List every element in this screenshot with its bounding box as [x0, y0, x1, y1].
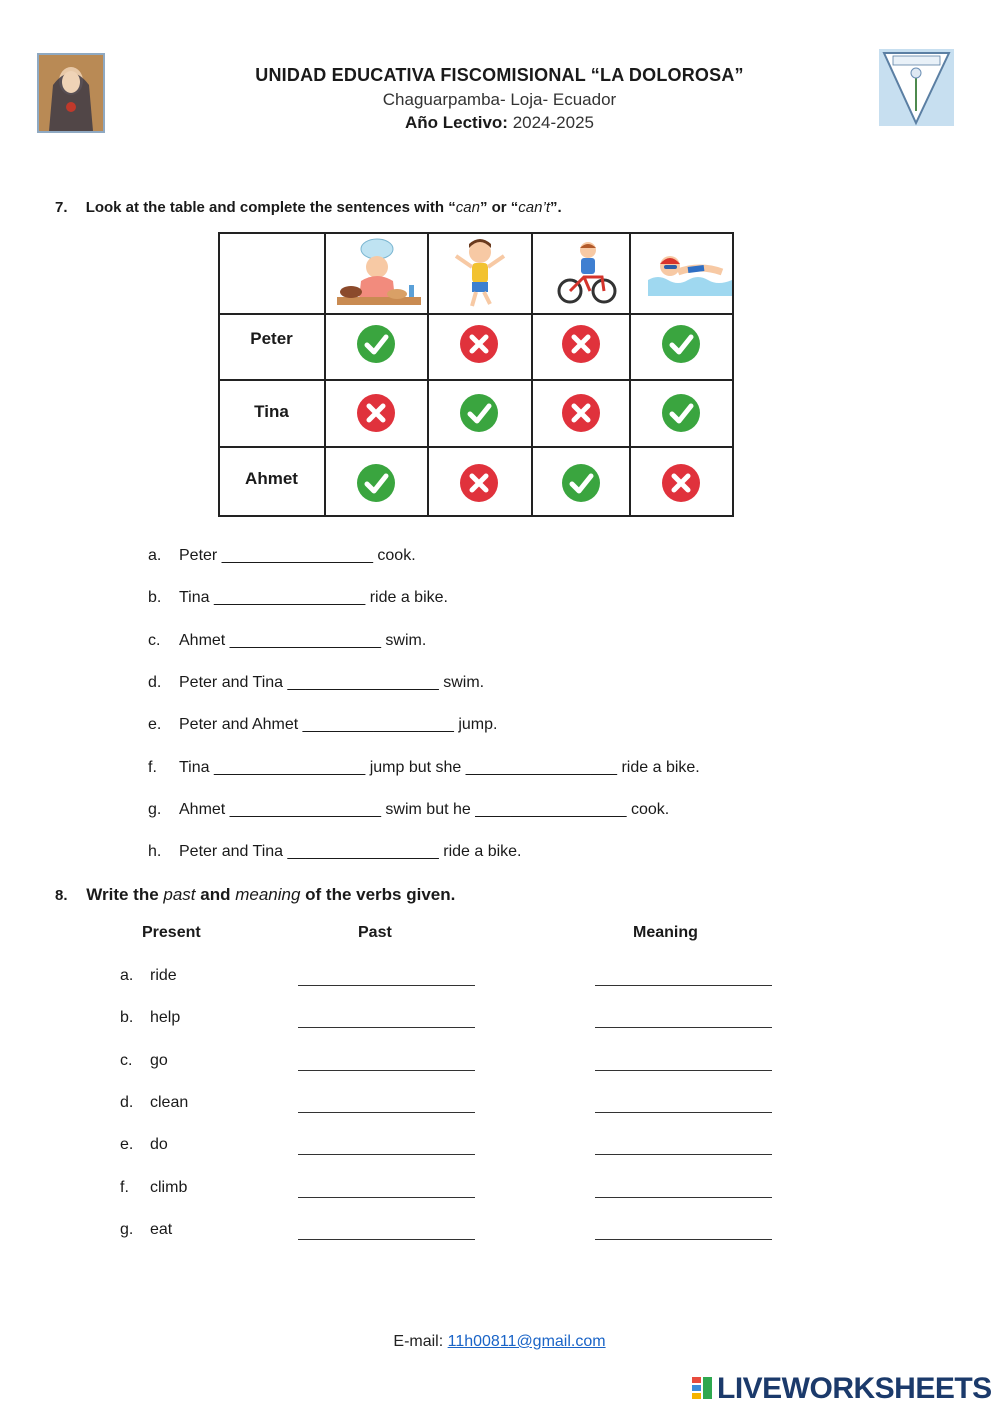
verb-row [120, 1094, 270, 1114]
sentence-label: e. [148, 716, 162, 734]
column-header-meaning: Meaning [633, 924, 698, 941]
verb-label: c. [120, 1051, 133, 1069]
sentence-label: h. [148, 843, 162, 861]
past-answer-blank[interactable] [298, 984, 475, 986]
year-value: 2024-2025 [512, 113, 594, 132]
footer-email [0, 1333, 999, 1351]
verb-present: clean [150, 1093, 189, 1111]
meaning-answer-blank[interactable] [595, 1153, 772, 1155]
liveworksheets-brand: LIVEWORKSHEETS [717, 1372, 992, 1405]
verb-label: b. [120, 1009, 134, 1027]
cross-icon [459, 463, 499, 503]
cross-icon [661, 463, 701, 503]
jump-picture [450, 236, 510, 317]
question-8-number: 8. [55, 887, 68, 904]
verb-row [120, 1179, 270, 1199]
meaning-answer-blank[interactable] [595, 1069, 772, 1071]
sentence-item [148, 547, 848, 567]
verb-row [120, 967, 270, 987]
sentence-text[interactable]: Peter _________________ cook. [179, 547, 416, 564]
verb-present: ride [150, 967, 177, 984]
email-link[interactable]: 11h00811@gmail.com [447, 1333, 606, 1350]
verb-present: go [150, 1051, 168, 1069]
ride-bike-picture [557, 240, 617, 311]
verb-label: g. [120, 1220, 134, 1238]
meaning-answer-blank[interactable] [595, 1196, 772, 1198]
column-header-present: Present [142, 924, 201, 941]
meaning-answer-blank[interactable] [595, 1238, 772, 1240]
word-can: can [455, 199, 480, 216]
question-8-instruction: Write the past and meaning of the verbs given. [86, 885, 456, 904]
sentence-label: g. [148, 800, 162, 818]
cross-icon [356, 393, 396, 433]
check-icon [661, 393, 701, 433]
sentence-label: b. [148, 589, 162, 607]
sentence-text[interactable]: Tina _________________ jump but she _________________ ride a bike. [179, 758, 700, 776]
liveworksheets-logo-icon [692, 1377, 712, 1399]
meaning-answer-blank[interactable] [595, 1111, 772, 1113]
past-answer-blank[interactable] [298, 1238, 475, 1240]
past-answer-blank[interactable] [298, 1026, 475, 1028]
past-answer-blank[interactable] [298, 1153, 475, 1155]
sentence-label: d. [148, 673, 162, 691]
cook-picture [335, 237, 423, 314]
meaning-answer-blank[interactable] [595, 1026, 772, 1028]
question-7-number: 7. [55, 199, 68, 216]
ability-table [218, 232, 734, 517]
sentence-label: f. [148, 758, 157, 776]
cross-icon [459, 324, 499, 364]
school-location: Chaguarpamba- Loja- Ecuador [382, 90, 617, 109]
verb-row [120, 1009, 270, 1029]
word-past: past [163, 885, 196, 904]
check-icon [661, 324, 701, 364]
sentence-label: a. [148, 547, 162, 564]
check-icon [459, 393, 499, 433]
verb-present: help [150, 1009, 181, 1027]
verb-present: climb [150, 1178, 188, 1196]
swim-picture [648, 248, 732, 301]
verb-label: a. [120, 967, 134, 984]
check-icon [356, 463, 396, 503]
check-icon [356, 324, 396, 364]
email-label: E-mail: [393, 1333, 448, 1350]
person-name-tina: Tina [254, 402, 289, 421]
verb-present: do [150, 1136, 168, 1154]
person-name-ahmet: Ahmet [245, 469, 298, 488]
sentence-item [148, 632, 848, 652]
verb-row [120, 1136, 270, 1156]
cross-icon [561, 324, 601, 364]
sentence-text[interactable]: Peter and Tina _________________ ride a bike. [179, 843, 522, 861]
sentence-text[interactable]: Peter and Ahmet _________________ jump. [179, 716, 498, 734]
meaning-answer-blank[interactable] [595, 984, 772, 986]
verb-present: eat [150, 1220, 173, 1238]
cross-icon [561, 393, 601, 433]
column-header-past: Past [358, 924, 392, 941]
sentence-item [148, 801, 848, 821]
school-logo [879, 49, 954, 126]
verb-label: f. [120, 1178, 129, 1196]
sentence-item [148, 843, 848, 863]
past-answer-blank[interactable] [298, 1069, 475, 1071]
verb-row [120, 1052, 270, 1072]
verb-label: d. [120, 1093, 134, 1111]
sentence-text[interactable]: Peter and Tina _________________ swim. [179, 673, 485, 691]
check-icon [561, 463, 601, 503]
verb-label: e. [120, 1136, 134, 1154]
school-year [0, 113, 999, 133]
past-answer-blank[interactable] [298, 1196, 475, 1198]
sentence-label: c. [148, 631, 161, 649]
verb-row [120, 1221, 270, 1241]
year-label: Año Lectivo: [405, 113, 508, 132]
question-7-instruction: Look at the table and complete the sentences with “can” or “can’t”. [85, 199, 562, 216]
sentence-text[interactable]: Ahmet _________________ swim. [179, 631, 427, 649]
person-name-peter: Peter [250, 329, 293, 348]
school-name: UNIDAD EDUCATIVA FISCOMISIONAL “LA DOLOROSA” [255, 65, 744, 85]
question-7-title [55, 199, 562, 216]
word-cant: can’t [518, 199, 550, 216]
question-8-title [55, 885, 455, 905]
sentence-item [148, 674, 848, 694]
sentence-item [148, 759, 848, 779]
word-meaning: meaning [235, 885, 301, 904]
past-answer-blank[interactable] [298, 1111, 475, 1113]
sentence-item [148, 716, 848, 736]
sentence-text[interactable]: Ahmet _________________ swim but he _________________ cook. [179, 800, 670, 818]
sentence-item [148, 589, 848, 609]
sentence-text[interactable]: Tina _________________ ride a bike. [179, 589, 448, 607]
